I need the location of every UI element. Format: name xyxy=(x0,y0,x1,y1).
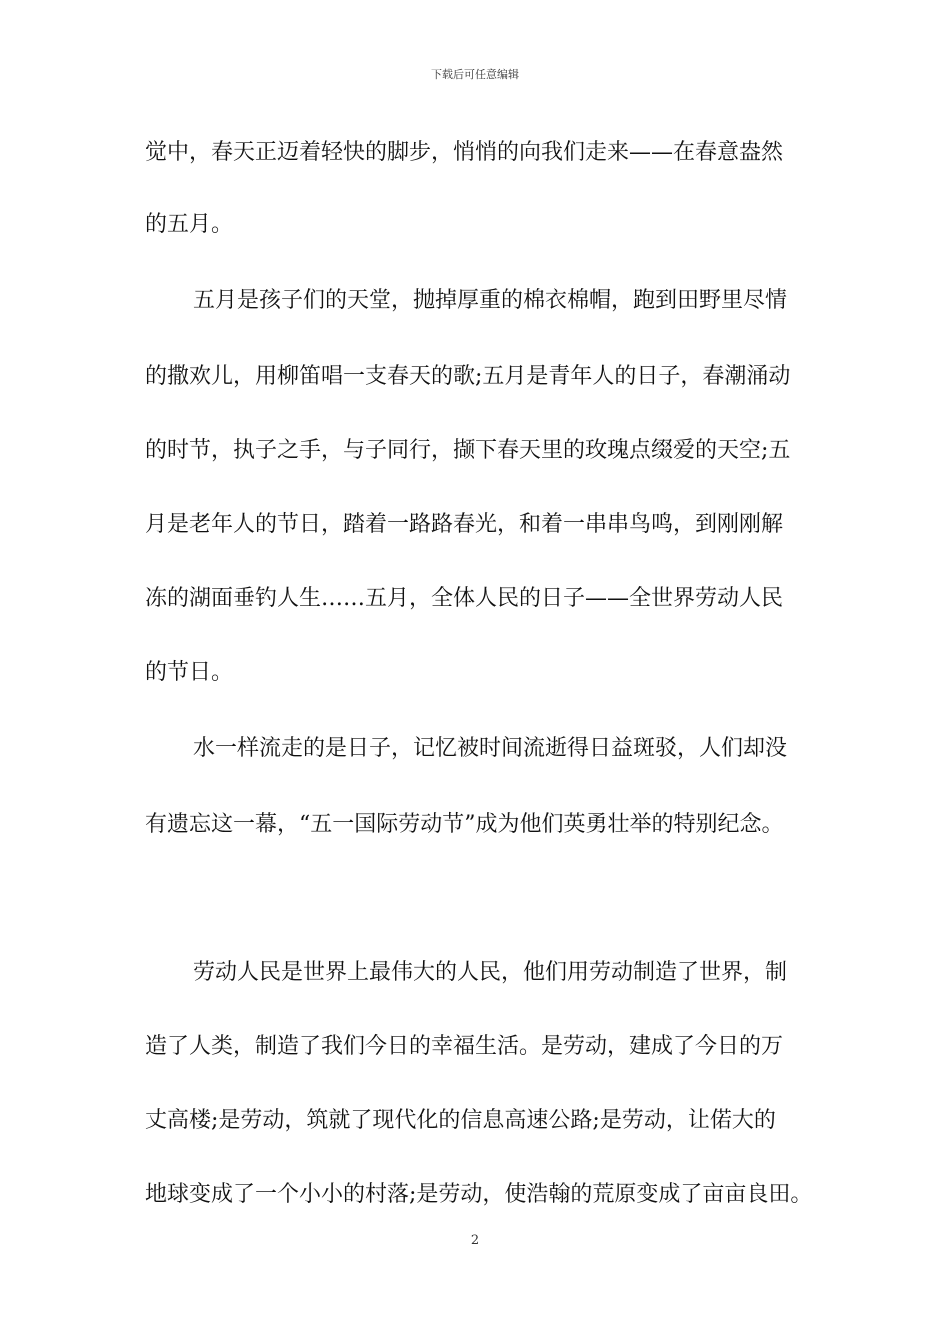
body-text-line: 有遗忘这一幕，“五一国际劳动节”成为他们英勇壮举的特别纪念。 xyxy=(145,812,784,837)
body-text-line: 冻的湖面垂钓人生……五月，全体人民的日子——全世界劳动人民 xyxy=(145,586,784,611)
body-text-line: 的撒欢儿，用柳笛唱一支春天的歌;五月是青年人的日子，春潮涌动 xyxy=(145,364,791,389)
paragraph-first-line: 劳动人民是世界上最伟大的人民，他们用劳动制造了世界，制 xyxy=(193,960,788,985)
page-header: 下载后可任意编辑 xyxy=(431,68,519,81)
body-text-line: 的五月。 xyxy=(145,212,234,237)
body-text-line: 的时节，执子之手，与子同行，撷下春天里的玫瑰点缀爱的天空;五 xyxy=(145,438,791,463)
body-text-line: 觉中，春天正迈着轻快的脚步，悄悄的向我们走来——在春意盎然 xyxy=(145,140,784,165)
body-text-line: 丈高楼;是劳动，筑就了现代化的信息高速公路;是劳动，让偌大的 xyxy=(145,1108,776,1133)
page-number: 2 xyxy=(470,1233,480,1248)
body-text-line: 月是老年人的节日，踏着一路路春光，和着一串串鸟鸣，到刚刚解 xyxy=(145,512,784,537)
paragraph-first-line: 五月是孩子们的天堂，抛掉厚重的棉衣棉帽，跑到田野里尽情 xyxy=(193,288,788,313)
body-text-line: 的节日。 xyxy=(145,660,234,685)
body-text-line: 地球变成了一个小小的村落;是劳动，使浩翰的荒原变成了亩亩良田。 xyxy=(145,1182,813,1207)
body-text-line: 造了人类，制造了我们今日的幸福生活。是劳动，建成了今日的万 xyxy=(145,1034,784,1059)
paragraph-first-line: 水一样流走的是日子，记忆被时间流逝得日益斑驳，人们却没 xyxy=(193,736,788,761)
